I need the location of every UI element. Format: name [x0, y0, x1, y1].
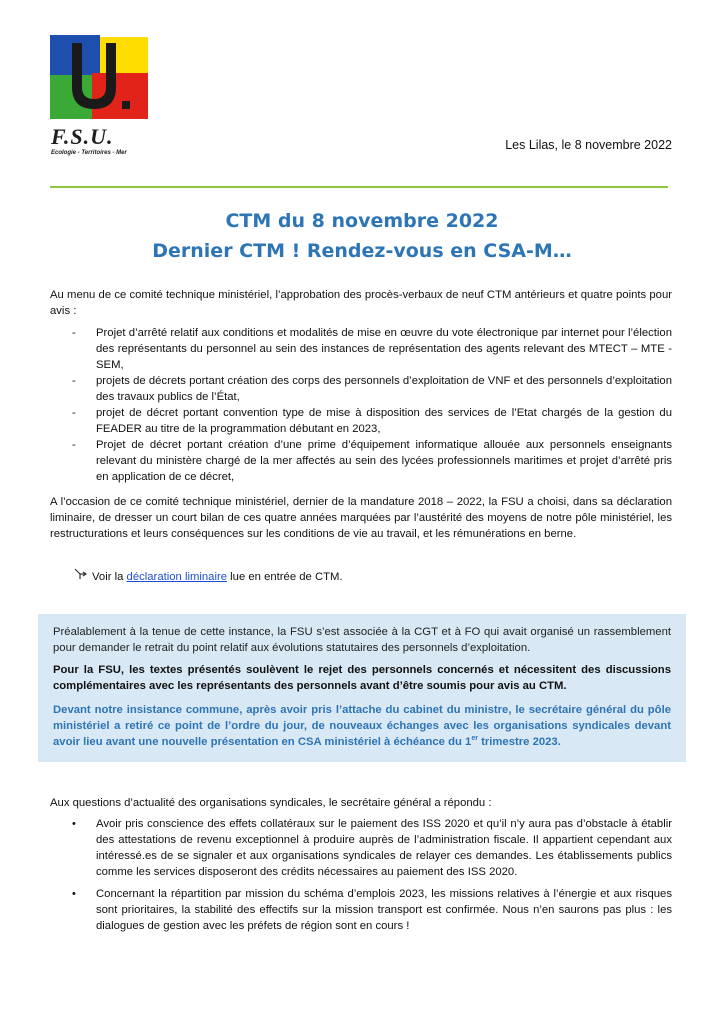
dash-marker: -	[72, 439, 76, 451]
list-item-text: Avoir pris conscience des effets collatéraux sur le paiement des ISS 2020 et qu’il n’y aura pas d’obstacle à établir des attestations de revenu exceptionnel à produire auprès de l’administration fiscale. Il appartient cependant aux intéressé.es de se signaler et aux organisations syndicales de relayer ces demandes. Les établissements publics comme les services disposeront des crédits nécessaires au paiement des ISS 2020.	[96, 818, 672, 878]
see-suffix: lue en entrée de CTM.	[227, 571, 343, 583]
document-subtitle: Dernier CTM ! Rendez-vous en CSA-M…	[152, 240, 572, 262]
bullet-marker: •	[72, 818, 76, 830]
occasion-paragraph: A l’occasion de ce comité technique ministériel, dernier de la mandature 2018 – 2022, la FSU a choisi, dans sa déclaration liminaire, de dresser un court bilan de ces quatre années marquées par l’austérité des moyens de notre pôle ministériel, les restructurations et leurs conséquences sur les conditions de vie au travail, et les rémunérations en berne.	[50, 496, 672, 540]
agenda-list	[50, 325, 672, 485]
declaration-link[interactable]: déclaration liminaire	[126, 571, 228, 583]
place-and-date: Les Lilas, le 8 novembre 2022	[505, 138, 672, 152]
see-prefix: Voir la	[92, 571, 127, 583]
intro-paragraph: Au menu de ce comité technique ministériel, l’approbation des procès-verbaux de neuf CTM antérieurs et quatre points pour avis :	[50, 289, 672, 317]
answers-list	[50, 816, 672, 940]
box-paragraph-3-end: trimestre 2023.	[477, 736, 561, 748]
fsu-logo-mark	[50, 35, 150, 121]
box-paragraph-3	[53, 702, 671, 750]
header-divider	[50, 186, 668, 188]
logo-subtitle: Ecologie - Territoires - Mer	[51, 150, 127, 156]
document-title: CTM du 8 novembre 2022	[225, 210, 499, 232]
hand-pointer-icon	[74, 568, 92, 585]
list-item	[50, 816, 672, 880]
bullet-marker: •	[72, 888, 76, 900]
dash-marker: -	[72, 327, 76, 339]
answers-intro: Aux questions d’actualité des organisations syndicales, le secrétaire général a répondu :	[50, 797, 492, 809]
box-paragraph-2: Pour la FSU, les textes présentés soulèvent le rejet des personnels concernés et nécessitent des discussions complémentaires avec les représentants des personnels avant d’être soumis pour avis au CTM.	[53, 664, 671, 692]
list-item	[50, 437, 672, 485]
box-paragraph-3-text: Devant notre insistance commune, après avoir pris l’attache du cabinet du ministre, le secrétaire général du pôle ministériel a retiré ce point de l’ordre du jour, de nouveaux échanges avec les organisations syndicales devant avoir lieu avant une nouvelle présentation en CSA ministériel à échéance du 1	[53, 704, 671, 748]
list-item	[50, 325, 672, 373]
list-item-text: projets de décrets portant création des corps des personnels d’exploitation de VNF et des personnels d’exploitation des travaux publics de l’État,	[96, 375, 672, 403]
box-paragraph-1: Préalablement à la tenue de cette instance, la FSU s’est associée à la CGT et à FO qui avait organisé un rassemblement pour demander le retrait du point relatif aux évolutions statutaires des personnels d’exploitation.	[53, 626, 671, 654]
list-item-text: Projet d’arrêté relatif aux conditions et modalités de mise en œuvre du vote électronique par internet pour l’élection des représentants du personnel au sein des instances de représentation des agents relevant des MTECT – MTE - SEM,	[96, 327, 672, 371]
list-item-text: Concernant la répartition par mission du schéma d’emplois 2023, les missions relatives à l’énergie et aux risques sont prioritaires, la stabilité des effectifs sur la mission transport est confirmée. Nous n’en saurons pas plus : les dialogues de gestion avec les préfets de région sont en cours !	[96, 888, 672, 932]
logo-initials: F.S.U.	[51, 124, 114, 149]
highlight-box	[38, 614, 686, 762]
ordinal-superscript: er	[471, 735, 478, 743]
list-item-text: projet de décret portant convention type de mise à disposition des services de l’Etat chargés de la gestion du FEADER au titre de la programmation débutant en 2023,	[96, 407, 672, 435]
see-declaration-line	[74, 568, 343, 585]
dash-marker: -	[72, 407, 76, 419]
list-item	[50, 405, 672, 437]
list-item-text: Projet de décret portant création d’une prime d’équipement informatique allouée aux personnels enseignants relevant du ministère chargé de la mer affectés au sein des lycées professionnels maritimes et projet d’arrêté pris en application de ce décret,	[96, 439, 672, 483]
fsu-logo	[50, 35, 150, 165]
list-item	[50, 886, 672, 934]
list-item	[50, 373, 672, 405]
dash-marker: -	[72, 375, 76, 387]
